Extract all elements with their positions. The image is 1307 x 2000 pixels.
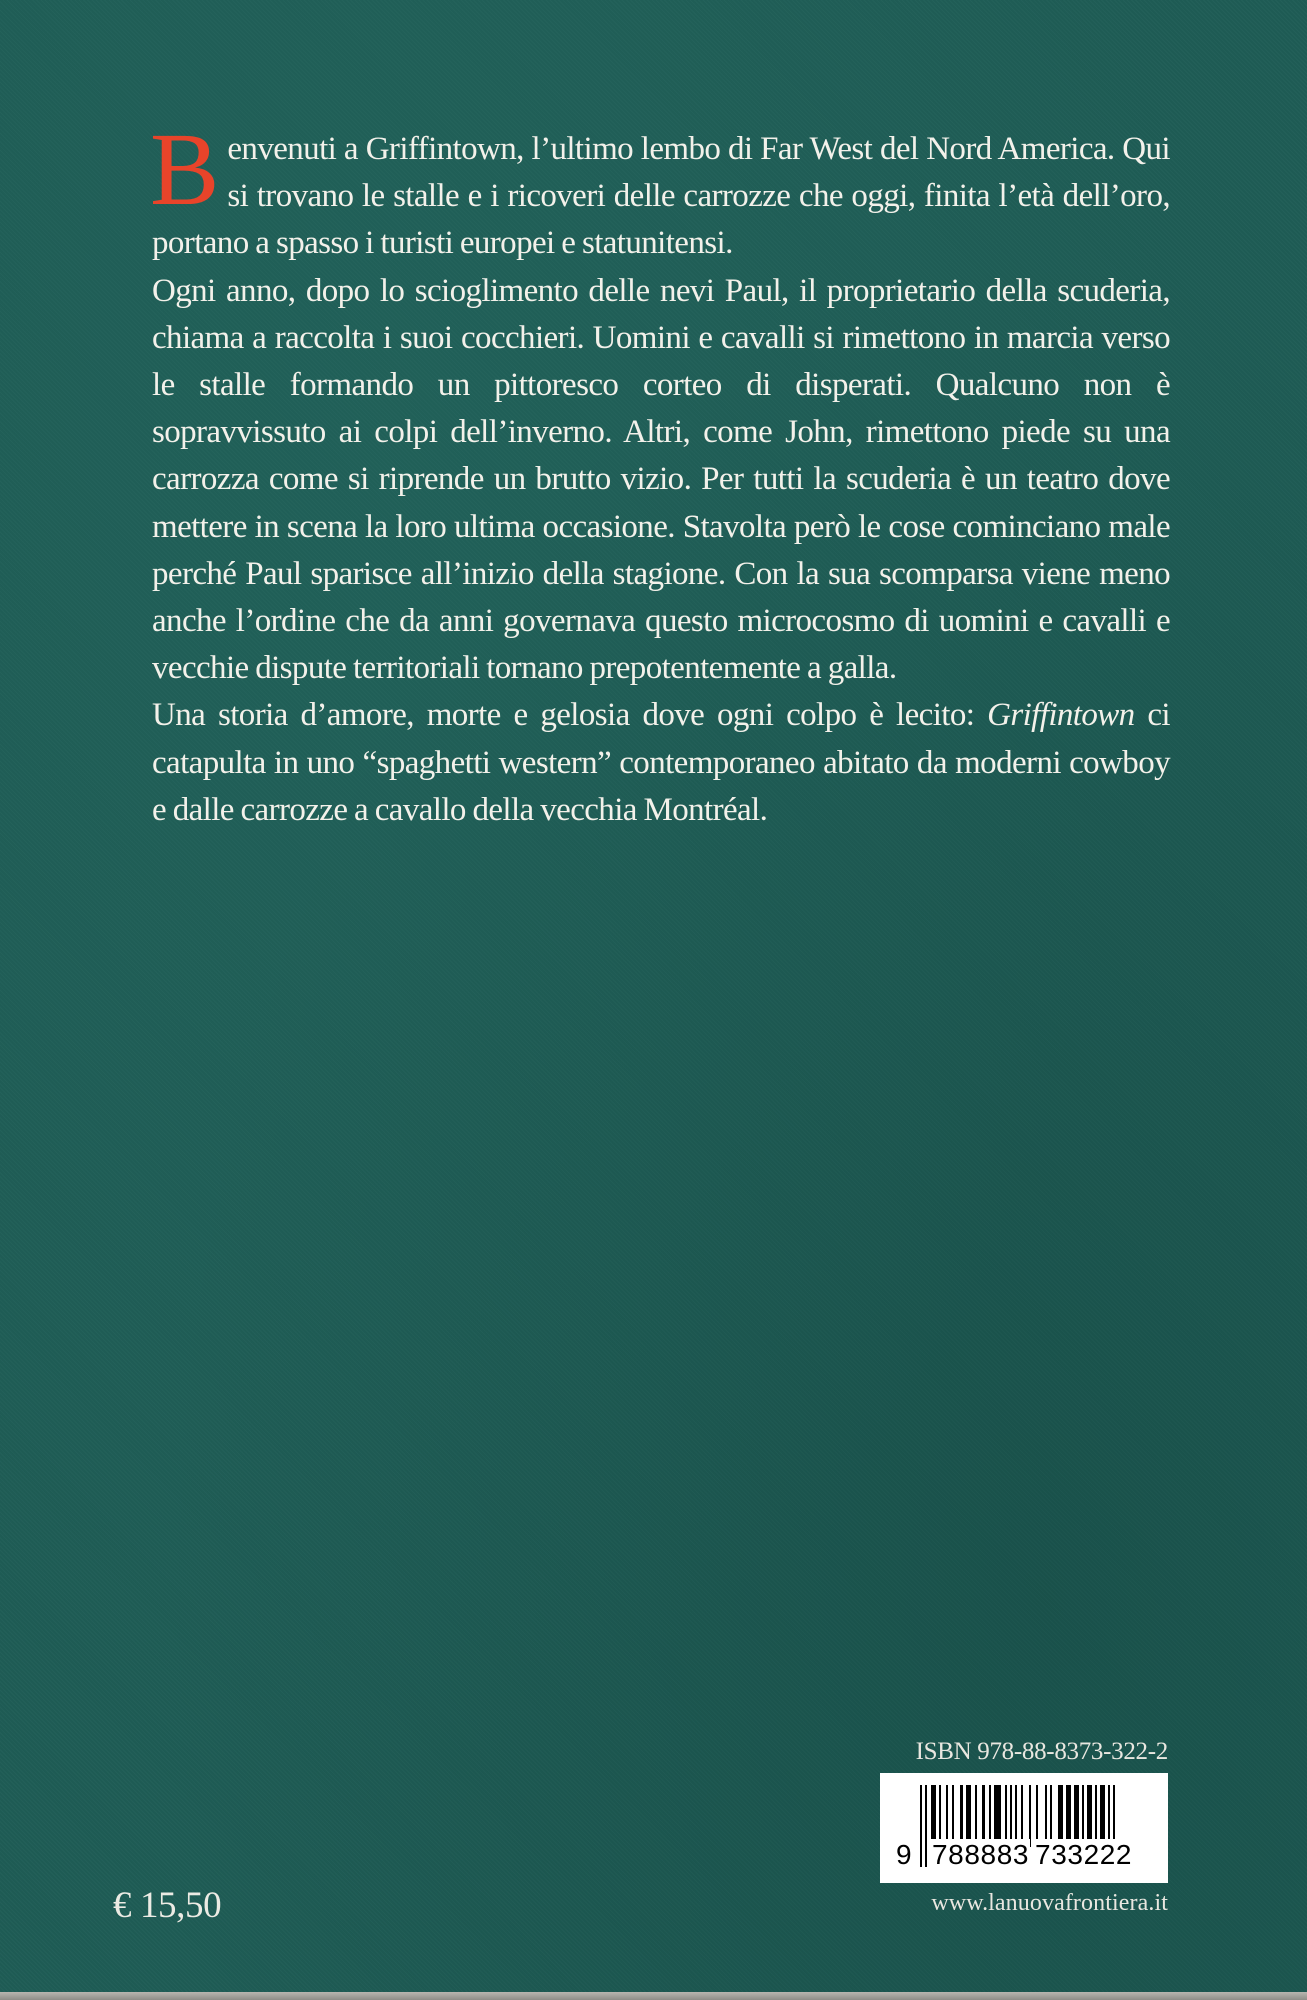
barcode-group-1: 788883 xyxy=(932,1839,1030,1870)
blurb-text xyxy=(150,112,1171,834)
paragraph-2: Ogni anno, dopo lo scioglimento delle nevi Paul, il proprietario della scuderia, chiama a raccolta i suoi cocchieri. Uomini e cavalli si rimettono in marcia verso le stalle formando un pittoresco corteo di disperati. Qualcuno non è sopravvissuto ai colpi dell’inverno. Altri, come John, rimettono piede su una carrozza come si riprende un brutto vizio. Per tutti la scuderia è un teatro dove mettere in scena la loro ultima occasione. Stavolta però le cose cominciano male perché Paul sparisce all’inizio della stagione. Con la sua scomparsa viene meno anche l’ordine che da anni governava questo microcosmo di uomini e cavalli e vecchie dispute territoriali tornano prepotentemente a galla. xyxy=(152,272,1170,687)
book-title-italic: Griffintown xyxy=(987,697,1135,734)
drop-cap: B xyxy=(150,112,220,227)
paragraph-1-text: envenuti a Griffintown, l’ultimo lembo di Far West del Nord America. Qui si trovano le stalle e i ricoveri delle carrozze che oggi, finita l’età dell’oro, portano a spasso i turisti europei e statunitensi. xyxy=(152,131,1170,262)
scan-bottom-edge xyxy=(0,1992,1307,2000)
publisher-website: www.lanuovafrontiera.it xyxy=(931,1890,1168,1916)
paragraph-3 xyxy=(152,692,1170,834)
barcode-first-digit: 9 xyxy=(896,1839,912,1870)
barcode xyxy=(880,1773,1168,1883)
isbn-label: ISBN 978-88-8373-322-2 xyxy=(915,1738,1168,1765)
barcode-digits xyxy=(931,1841,1146,1869)
barcode-group-2: 733222 xyxy=(1035,1839,1133,1870)
paragraph-3-text-after: ci catapulta in uno “spaghetti western” contemporaneo abitato da moderni cowboy e dalle carrozze a cavallo della vecchia Montréal. xyxy=(152,697,1171,828)
paragraph-1 xyxy=(150,112,1170,268)
price: € 15,50 xyxy=(113,1885,222,1926)
paragraph-3-text-before: Una storia d’amore, morte e gelosia dove ogni colpo è lecito: xyxy=(152,697,988,734)
